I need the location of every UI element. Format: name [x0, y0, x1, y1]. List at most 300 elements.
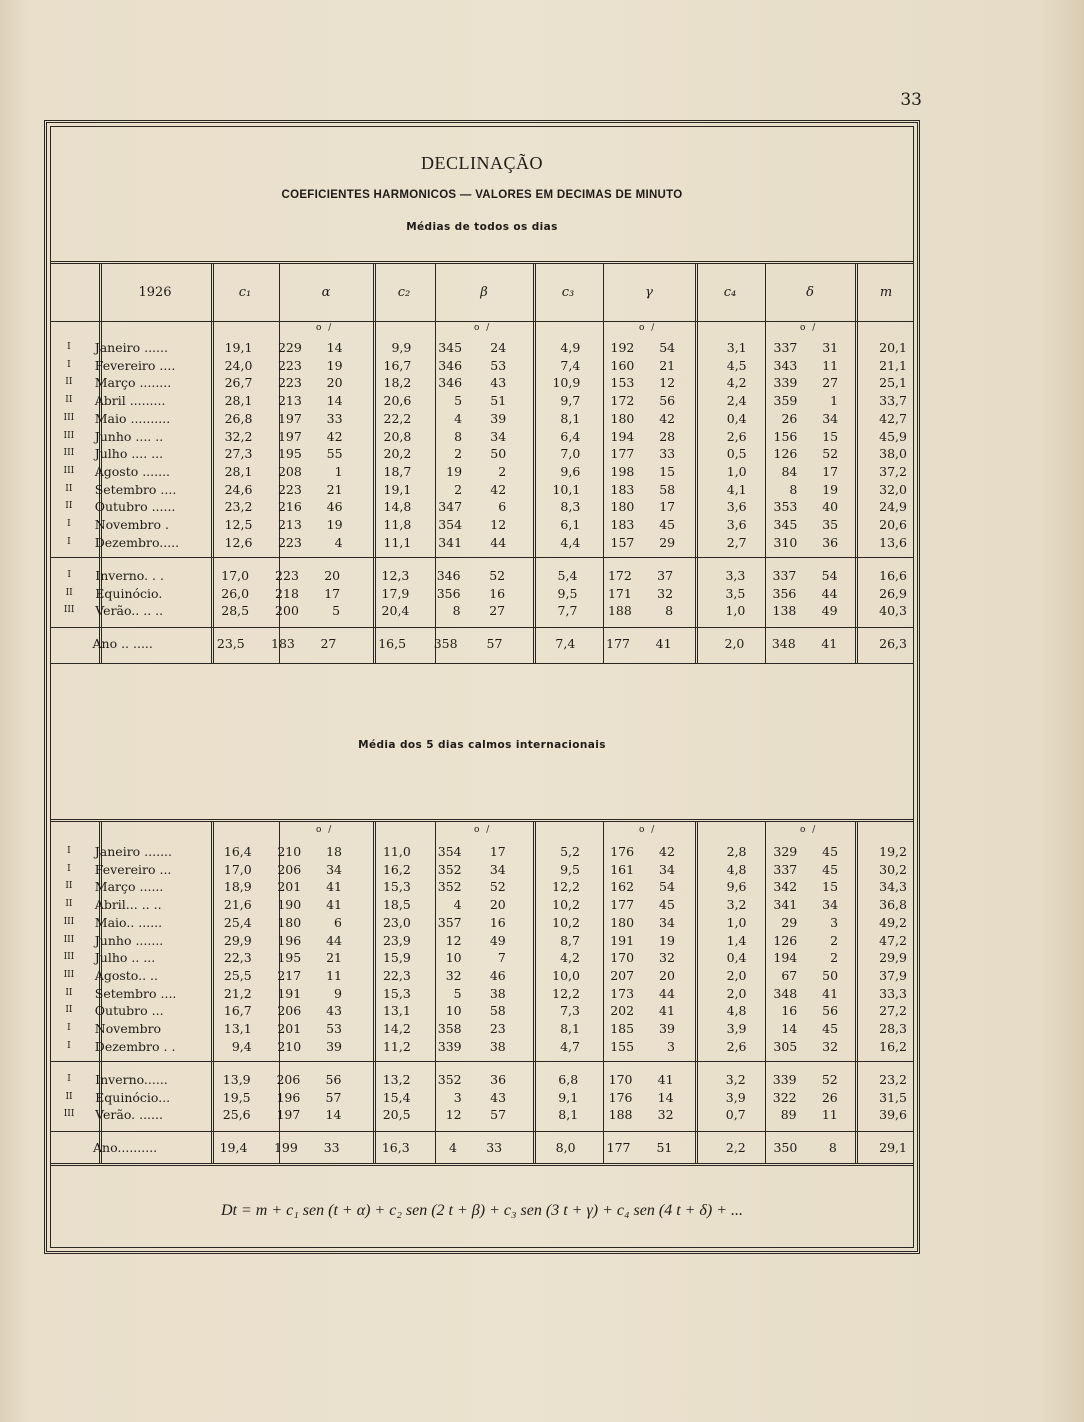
cell-c4: 0,5 [726, 446, 747, 462]
cell-delta-min: 27 [822, 375, 839, 391]
cell-c4: 4,2 [726, 375, 747, 391]
cell-roman: I [67, 359, 71, 370]
cell-c4: 1,0 [726, 463, 747, 479]
cell-beta-deg: 10 [445, 950, 462, 966]
cell-c1: 16,7 [223, 1003, 252, 1019]
cell-c2: 11,2 [382, 1038, 411, 1054]
table-row [51, 896, 917, 914]
cell-c1: 19,5 [222, 1089, 251, 1105]
cell-gamma-deg: 180 [610, 914, 635, 930]
cell-c1: 22,3 [223, 950, 252, 966]
subtitle: COEFICIENTES HARMONICOS — VALORES EM DECIMAS DE MINUTO [281, 189, 683, 201]
cell-beta-min: 33 [486, 1140, 503, 1155]
cell-gamma-min: 21 [659, 357, 676, 373]
cell-delta-deg: 322 [772, 1089, 797, 1105]
cell-gamma-min: 54 [659, 879, 675, 895]
cell-c2: 15,9 [382, 950, 411, 966]
cell-c4: 3,9 [725, 1089, 746, 1105]
cell-c3: 8,0 [555, 1140, 576, 1155]
page-number: 33 [900, 90, 922, 110]
cell-delta-deg: 359 [773, 393, 798, 409]
cell-delta-deg: 342 [773, 879, 798, 895]
cell-gamma-deg: 177 [606, 636, 631, 651]
cell-c3: 9,5 [560, 861, 580, 877]
cell-roman: III [63, 430, 75, 441]
cell-m: 16,6 [879, 568, 907, 583]
cell-c2: 16,7 [383, 357, 412, 373]
cell-c3: 4,7 [560, 1038, 580, 1054]
table-row [51, 585, 917, 603]
cell-gamma-deg: 176 [608, 1089, 633, 1105]
cell-c2: 14,2 [382, 1021, 411, 1037]
cell-alpha-deg: 201 [277, 879, 302, 895]
cell-beta-deg: 347 [438, 499, 463, 515]
cell-c2: 12,3 [381, 568, 410, 583]
table-row [51, 463, 917, 481]
cell-c4: 0,4 [726, 950, 747, 966]
section1-title: Médias de todos os dias [406, 221, 558, 233]
cell-delta-min: 15 [822, 879, 839, 895]
cell-label: Fevereiro .... [94, 357, 176, 373]
cell-c1: 21,2 [223, 985, 252, 1001]
cell-c4: 2,4 [726, 393, 747, 409]
cell-beta-deg: 345 [438, 340, 463, 355]
cell-c2: 18,5 [382, 897, 411, 913]
cell-beta-deg: 2 [454, 481, 463, 497]
cell-beta-deg: 8 [454, 428, 463, 444]
cell-gamma-min: 44 [659, 985, 675, 1001]
cell-c2: 17,9 [381, 585, 410, 601]
cell-delta-deg: 341 [773, 897, 798, 913]
cell-gamma-min: 14 [657, 1089, 674, 1105]
cell-c2: 15,3 [382, 985, 411, 1001]
cell-c4: 0,4 [726, 410, 747, 426]
cell-beta-min: 51 [490, 393, 507, 409]
cell-gamma-min: 19 [659, 932, 675, 948]
cell-c3: 12,2 [552, 879, 580, 895]
cell-gamma-deg: 155 [610, 1038, 635, 1054]
cell-c2: 20,8 [383, 428, 412, 444]
cell-alpha-deg: 180 [277, 914, 302, 930]
cell-c3: 10,2 [552, 914, 580, 930]
cell-alpha-deg: 183 [271, 636, 295, 651]
table-row [51, 392, 917, 410]
header-year: 1926 [138, 285, 172, 300]
cell-c4: 2,6 [726, 1038, 747, 1054]
cell-beta-deg: 10 [445, 1003, 462, 1019]
cell-m: 29,9 [879, 950, 907, 966]
cell-alpha-min: 39 [326, 1038, 342, 1054]
cell-c1: 26,7 [224, 375, 253, 391]
cell-alpha-deg: 210 [277, 1038, 302, 1054]
cell-delta-deg: 8 [789, 481, 798, 497]
cell-gamma-min: 34 [659, 914, 675, 930]
cell-c2: 11,1 [383, 534, 412, 550]
cell-beta-deg: 354 [437, 844, 462, 859]
cell-c2: 16,3 [381, 1140, 410, 1155]
cell-c1: 9,4 [231, 1038, 252, 1054]
cell-delta-deg: 345 [773, 517, 798, 533]
cell-beta-min: 44 [490, 534, 507, 550]
cell-delta-deg: 126 [773, 446, 798, 462]
cell-c1: 28,5 [221, 603, 250, 619]
cell-delta-deg: 348 [773, 985, 798, 1001]
cell-delta-min: 34 [822, 897, 839, 913]
cell-label: Equinócio... [95, 1089, 171, 1105]
cell-delta-deg: 348 [771, 636, 796, 651]
cell-gamma-deg: 188 [607, 603, 632, 619]
cell-gamma-min: 41 [657, 1072, 674, 1087]
table-row [51, 1020, 917, 1038]
cell-beta-min: 24 [490, 340, 507, 355]
cell-c4: 3,1 [726, 340, 747, 355]
lower-season-rule [51, 1061, 913, 1062]
cell-alpha-min: 44 [326, 932, 342, 948]
cell-beta-deg: 352 [437, 879, 462, 895]
cell-gamma-deg: 173 [610, 985, 635, 1001]
cell-delta-deg: 339 [772, 1072, 797, 1087]
cell-alpha-deg: 213 [277, 517, 302, 533]
cell-delta-deg: 339 [773, 375, 798, 391]
cell-label: Abril ......... [94, 393, 166, 409]
cell-beta-deg: 2 [454, 446, 463, 462]
cell-beta-deg: 352 [437, 861, 462, 877]
cell-c3: 5,2 [560, 844, 580, 859]
cell-roman: III [63, 465, 75, 476]
cell-gamma-min: 42 [659, 844, 675, 859]
cell-delta-min: 45 [822, 844, 839, 859]
harmonic-formula: Dt = m + c₁ sen (t + α) + c₂ sen (2 t + β) + c₃ sen (3 t + γ) + c₄ sen (4 t + δ) + ... [220, 1202, 743, 1219]
cell-label: Junho ....... [94, 932, 164, 948]
cell-gamma-deg: 207 [610, 967, 635, 983]
cell-c2: 23,0 [382, 914, 411, 930]
cell-beta-min: 6 [498, 499, 507, 515]
cell-alpha-deg: 217 [277, 967, 302, 983]
cell-label: Julho .... ... [94, 446, 164, 462]
cell-label: Novembro . [94, 517, 169, 533]
cell-beta-min: 16 [489, 585, 506, 601]
cell-alpha-deg: 195 [277, 950, 302, 966]
header-alpha: α [321, 285, 331, 300]
cell-roman: III [63, 916, 75, 927]
cell-alpha-deg: 208 [277, 463, 302, 479]
table-row [51, 932, 917, 950]
cell-alpha-min: 5 [332, 603, 341, 619]
cell-label: Inverno...... [95, 1072, 168, 1087]
cell-beta-min: 7 [497, 950, 506, 966]
cell-m: 26,3 [879, 636, 907, 651]
cell-roman: II [65, 987, 73, 998]
cell-c4: 3,9 [726, 1021, 747, 1037]
cell-c1: 12,6 [224, 534, 253, 550]
degree-minute-marks: o / [474, 825, 492, 835]
cell-delta-min: 40 [822, 499, 839, 515]
cell-m: 49,2 [879, 914, 907, 930]
cell-gamma-deg: 192 [610, 340, 635, 355]
cell-label: Inverno. . . [95, 568, 164, 583]
table1-seasons [51, 567, 917, 620]
cell-c1: 24,0 [224, 357, 253, 373]
cell-delta-min: 56 [822, 1003, 839, 1019]
cell-alpha-deg: 223 [277, 534, 302, 550]
cell-alpha-min: 56 [325, 1072, 342, 1087]
cell-delta-min: 54 [821, 568, 838, 583]
cell-label: Maio .......... [94, 410, 171, 426]
table-row [51, 481, 917, 499]
cell-c4: 2,7 [726, 534, 747, 550]
cell-c3: 5,4 [557, 568, 578, 583]
table-row [51, 428, 917, 446]
cell-gamma-min: 56 [659, 393, 676, 409]
cell-c1: 13,1 [223, 1021, 252, 1037]
cell-beta-deg: 352 [437, 1072, 462, 1087]
cell-c4: 2,2 [725, 1140, 746, 1155]
cell-gamma-min: 41 [655, 636, 672, 651]
cell-beta-min: 34 [489, 861, 506, 877]
cell-roman: II [65, 881, 73, 892]
cell-gamma-deg: 183 [610, 481, 635, 497]
upper-season-rule [51, 557, 913, 558]
cell-c3: 7,7 [557, 603, 578, 619]
cell-c3: 7,4 [555, 636, 576, 651]
cell-roman: II [65, 899, 73, 910]
cell-roman: II [65, 587, 73, 598]
cell-m: 20,6 [879, 517, 907, 533]
page-title: DECLINAÇÃO [421, 153, 543, 173]
degree-minute-marks: o / [639, 825, 657, 835]
cell-delta-min: 41 [822, 985, 839, 1001]
cell-alpha-min: 20 [324, 568, 341, 583]
cell-roman: I [67, 846, 71, 856]
cell-c2: 16,5 [378, 636, 407, 651]
cell-m: 37,9 [879, 967, 907, 983]
cell-alpha-deg: 206 [277, 1003, 302, 1019]
cell-alpha-min: 11 [326, 967, 342, 983]
cell-delta-min: 3 [830, 914, 839, 930]
cell-c1: 18,9 [223, 879, 252, 895]
cell-m: 29,1 [879, 1140, 907, 1155]
cell-c4: 4,8 [726, 1003, 747, 1019]
cell-c2: 22,3 [382, 967, 411, 983]
cell-alpha-min: 41 [326, 879, 342, 895]
cell-gamma-min: 12 [659, 375, 676, 391]
cell-alpha-min: 14 [325, 1107, 342, 1123]
cell-c3: 10,0 [552, 967, 580, 983]
cell-beta-deg: 356 [436, 585, 461, 601]
cell-delta-deg: 14 [781, 1021, 798, 1037]
cell-beta-deg: 341 [438, 534, 463, 550]
cell-roman: III [63, 969, 75, 980]
cell-delta-min: 17 [822, 463, 839, 479]
cell-c4: 4,5 [726, 357, 747, 373]
cell-c2: 11,8 [383, 517, 412, 533]
cell-delta-deg: 356 [772, 585, 797, 601]
cell-beta-min: 2 [498, 463, 507, 479]
cell-c2: 22,2 [383, 410, 412, 426]
cell-beta-min: 52 [489, 879, 506, 895]
cell-alpha-min: 4 [334, 534, 343, 550]
cell-gamma-deg: 180 [610, 410, 635, 426]
cell-c2: 13,2 [382, 1072, 411, 1087]
cell-c3: 7,0 [560, 446, 581, 462]
cell-gamma-deg: 172 [610, 393, 635, 409]
cell-delta-min: 45 [822, 1021, 839, 1037]
cell-alpha-deg: 223 [277, 375, 302, 391]
cell-gamma-min: 54 [659, 340, 676, 355]
cell-alpha-min: 19 [326, 517, 343, 533]
cell-gamma-min: 8 [665, 603, 674, 619]
cell-gamma-deg: 170 [610, 950, 635, 966]
cell-gamma-min: 45 [659, 897, 675, 913]
table-row [51, 445, 917, 463]
cell-alpha-min: 14 [326, 393, 343, 409]
cell-c2: 15,3 [382, 879, 411, 895]
cell-c3: 7,3 [560, 1003, 580, 1019]
cell-c4: 9,6 [726, 879, 747, 895]
cell-c3: 4,9 [560, 340, 581, 355]
cell-gamma-deg: 153 [610, 375, 635, 391]
cell-alpha-deg: 199 [273, 1140, 298, 1155]
cell-delta-deg: 353 [773, 499, 798, 515]
cell-gamma-deg: 160 [610, 357, 635, 373]
lower-block-bottom-rule [51, 1163, 913, 1166]
cell-m: 30,2 [879, 861, 907, 877]
table2-year [51, 1139, 917, 1157]
cell-beta-min: 17 [489, 844, 506, 859]
cell-c1: 16,4 [223, 844, 252, 859]
cell-roman: I [67, 1040, 71, 1051]
cell-roman: II [65, 483, 73, 494]
cell-m: 45,9 [879, 428, 907, 444]
cell-label: Março ........ [94, 375, 172, 391]
cell-delta-deg: 156 [773, 428, 798, 444]
cell-alpha-deg: 213 [277, 393, 302, 409]
cell-beta-deg: 346 [436, 568, 461, 583]
cell-label: Julho .. ... [94, 950, 156, 966]
cell-beta-deg: 339 [437, 1038, 462, 1054]
degree-minute-marks: o / [800, 323, 818, 333]
cell-roman: II [65, 395, 73, 406]
cell-beta-deg: 12 [445, 1107, 462, 1123]
header-c4: c₄ [723, 285, 737, 300]
cell-m: 24,9 [879, 499, 907, 515]
cell-c1: 26,0 [221, 585, 250, 601]
cell-c4: 3,2 [725, 1072, 746, 1087]
header-beta: β [480, 285, 488, 300]
cell-delta-deg: 337 [773, 340, 798, 355]
cell-alpha-deg: 206 [277, 861, 302, 877]
cell-alpha-min: 46 [326, 499, 343, 515]
cell-c3: 4,4 [560, 534, 581, 550]
cell-c4: 1,0 [726, 914, 747, 930]
cell-c2: 13,1 [382, 1003, 411, 1019]
cell-delta-deg: 126 [773, 932, 798, 948]
cell-delta-min: 36 [822, 534, 839, 550]
cell-c1: 28,1 [224, 393, 253, 409]
cell-alpha-min: 57 [325, 1089, 342, 1105]
cell-delta-min: 44 [821, 585, 838, 601]
cell-roman: I [67, 342, 71, 352]
cell-c3: 10,2 [552, 897, 580, 913]
cell-m: 25,1 [879, 375, 907, 391]
cell-delta-min: 52 [821, 1072, 838, 1087]
cell-m: 47,2 [879, 932, 907, 948]
cell-c3: 12,2 [552, 985, 580, 1001]
cell-beta-deg: 4 [448, 1140, 457, 1155]
cell-label: Janeiro ...... [94, 340, 168, 355]
cell-beta-min: 23 [489, 1021, 506, 1037]
cell-c3: 9,1 [558, 1089, 579, 1105]
table-row [51, 357, 917, 375]
cell-gamma-deg: 171 [607, 585, 632, 601]
cell-beta-min: 34 [490, 428, 507, 444]
cell-roman: I [67, 863, 71, 874]
cell-delta-min: 15 [822, 428, 839, 444]
cell-c2: 18,2 [383, 375, 412, 391]
cell-alpha-deg: 201 [277, 1021, 302, 1037]
cell-c1: 25,6 [222, 1107, 251, 1123]
cell-beta-deg: 32 [445, 967, 462, 983]
cell-alpha-min: 53 [326, 1021, 342, 1037]
cell-c1: 21,6 [223, 897, 252, 913]
cell-beta-min: 49 [489, 932, 506, 948]
cell-roman: III [63, 412, 75, 423]
cell-m: 37,2 [879, 463, 907, 479]
cell-m: 38,0 [879, 446, 907, 462]
cell-m: 13,6 [879, 534, 907, 550]
cell-label: Maio.. ...... [94, 914, 163, 930]
cell-beta-deg: 19 [446, 463, 463, 479]
table-row [51, 1071, 917, 1089]
table-row [51, 498, 917, 516]
cell-c2: 15,4 [382, 1089, 411, 1105]
table-row [51, 516, 917, 534]
cell-gamma-deg: 180 [610, 499, 635, 515]
cell-beta-min: 57 [490, 1107, 507, 1123]
cell-beta-min: 36 [490, 1072, 507, 1087]
cell-m: 33,3 [879, 985, 907, 1001]
cell-m: 16,2 [879, 1038, 907, 1054]
cell-m: 39,6 [879, 1107, 907, 1123]
cell-c4: 1,0 [725, 603, 746, 619]
cell-c1: 25,5 [223, 967, 252, 983]
cell-roman: II [65, 1005, 73, 1016]
cell-delta-deg: 350 [773, 1140, 798, 1155]
table1-year [51, 635, 917, 653]
cell-gamma-deg: 177 [606, 1140, 631, 1155]
cell-beta-min: 39 [490, 410, 507, 426]
cell-alpha-min: 33 [326, 410, 343, 426]
cell-gamma-min: 33 [659, 446, 676, 462]
cell-delta-deg: 337 [772, 568, 797, 583]
cell-gamma-deg: 162 [610, 879, 635, 895]
header-gamma: γ [645, 285, 653, 300]
cell-c2: 20,2 [383, 446, 412, 462]
table-row [51, 1139, 917, 1157]
cell-c2: 20,5 [382, 1107, 411, 1123]
cell-label: Setembro .... [94, 481, 177, 497]
cell-alpha-min: 17 [324, 585, 341, 601]
cell-label: Agosto.. .. [94, 967, 158, 983]
table-row [51, 914, 917, 932]
cell-c2: 14,8 [383, 499, 412, 515]
cell-c4: 3,6 [726, 517, 747, 533]
cell-label: Agosto ....... [94, 463, 171, 479]
cell-alpha-deg: 195 [277, 446, 302, 462]
cell-delta-min: 26 [821, 1089, 838, 1105]
cell-gamma-deg: 157 [610, 534, 635, 550]
cell-m: 42,7 [879, 410, 907, 426]
